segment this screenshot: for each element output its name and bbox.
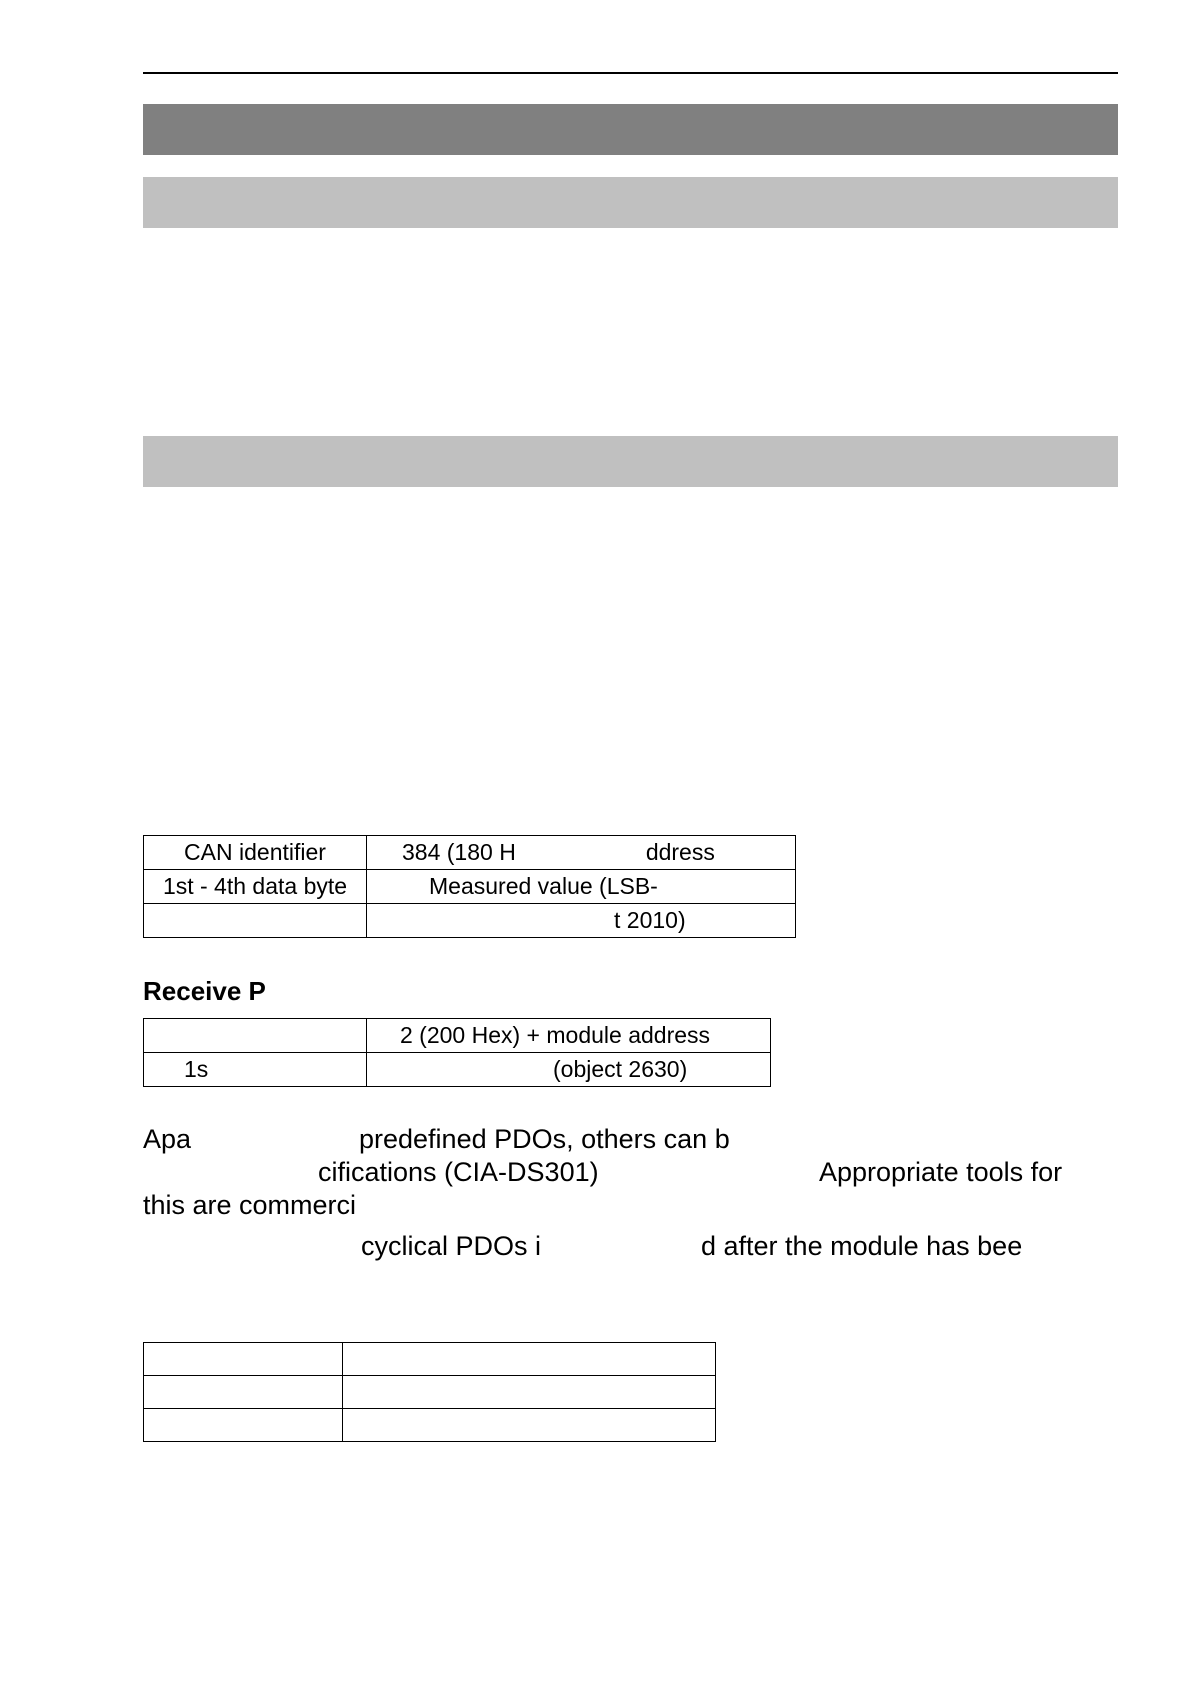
table-cell-label: 1st - 4th data byte bbox=[144, 870, 367, 904]
table-row bbox=[144, 904, 796, 938]
cell-text-b: ddress bbox=[645, 839, 715, 865]
table-cell-value bbox=[367, 836, 796, 870]
table-cell-value: 2 (200 Hex) + module address bbox=[367, 1019, 771, 1053]
paragraph-line2-a: cifications (CIA-DS301) bbox=[318, 1157, 599, 1187]
table-cell-value bbox=[367, 904, 796, 938]
table-row bbox=[144, 1019, 771, 1053]
section-heading-bar-1 bbox=[143, 177, 1118, 228]
paragraph-line4-b: d after the module has bee bbox=[701, 1231, 1023, 1261]
table-row bbox=[144, 1376, 716, 1409]
table-cell-value: (object 2630) bbox=[367, 1053, 771, 1087]
table-cell-label: 1s bbox=[144, 1053, 367, 1087]
cell-text-b: t 2010) bbox=[614, 907, 686, 933]
header-rule bbox=[143, 72, 1118, 74]
table-cell-value bbox=[343, 1343, 716, 1376]
section-heading-bar-2 bbox=[143, 436, 1118, 487]
table-cell-label bbox=[144, 1409, 343, 1442]
table-row bbox=[144, 1053, 771, 1087]
table-cell-label: CAN identifier bbox=[144, 836, 367, 870]
paragraph-line4-a: cyclical PDOs i bbox=[361, 1231, 542, 1261]
table-row bbox=[144, 870, 796, 904]
table-row bbox=[144, 836, 796, 870]
table-row bbox=[144, 1343, 716, 1376]
chapter-heading-bar bbox=[143, 104, 1118, 155]
table-row bbox=[144, 1409, 716, 1442]
table-cell-label bbox=[144, 1376, 343, 1409]
paragraph-line3: this are commerci bbox=[143, 1190, 357, 1220]
receive-pdo-table bbox=[143, 1018, 771, 1087]
receive-pdo-heading: Receive P bbox=[143, 976, 266, 1006]
cell-text-a: Measured value (LSB- bbox=[429, 873, 658, 899]
table-cell-label bbox=[144, 1019, 367, 1053]
paragraph-line1-b: predefined PDOs, others can b bbox=[359, 1124, 730, 1154]
table-cell-label bbox=[144, 1343, 343, 1376]
paragraph-line1-a: Apa bbox=[143, 1124, 192, 1154]
table-cell-value bbox=[343, 1376, 716, 1409]
empty-table bbox=[143, 1342, 716, 1442]
table-cell-value bbox=[343, 1409, 716, 1442]
paragraph-line2-b: Appropriate tools for bbox=[819, 1157, 1063, 1187]
cell-text-a: 384 (180 H bbox=[402, 839, 516, 865]
table-cell-label bbox=[144, 904, 367, 938]
transmit-pdo-table bbox=[143, 835, 796, 938]
table-cell-value bbox=[367, 870, 796, 904]
